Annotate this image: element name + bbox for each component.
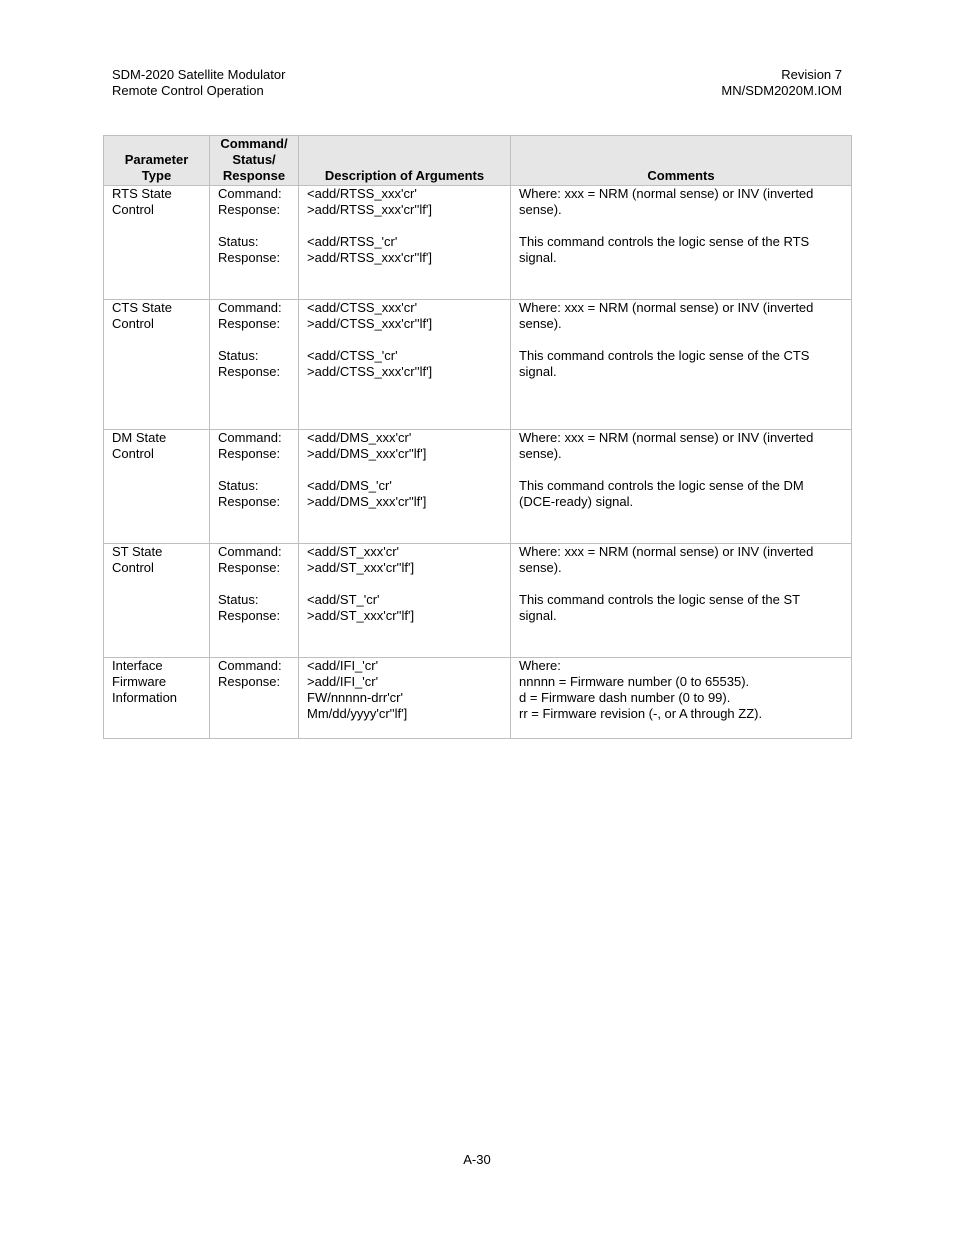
section-title: Remote Control Operation [112,83,264,98]
cmd-line: Response: [218,674,281,689]
header-parameter-line1: Parameter [124,152,189,167]
header-command-line1: Command/ [220,136,288,151]
table-row [104,544,852,658]
desc-line: >add/ST_xxx'cr''lf'] [307,608,415,623]
cell-comments [511,544,852,658]
comment-line: sense). [519,316,562,331]
cell-command [210,186,299,300]
param-line: Firmware [112,674,167,689]
comment-line: rr = Firmware revision (-, or A through ZZ). [519,706,763,721]
cmd-line: Command: [218,300,282,315]
param-line: CTS State [112,300,172,315]
desc-line: FW/nnnnn-drr'cr' [307,690,403,705]
desc-line: >add/CTSS_xxx'cr''lf'] [307,364,433,379]
table-row [104,430,852,544]
header-right [721,67,842,99]
cmd-line: Response: [218,446,281,461]
cell-description [299,300,511,430]
cell-parameter [104,300,210,430]
header-parameter-type [104,136,210,186]
desc-line: <add/ST_xxx'cr' [307,544,400,559]
header-comments: Comments [511,136,852,186]
cmd-line: Response: [218,316,281,331]
cell-comments [511,658,852,739]
cell-description [299,544,511,658]
document-title: SDM-2020 Satellite Modulator [112,67,286,82]
cmd-line: Command: [218,544,282,559]
desc-line: >add/ST_xxx'cr''lf'] [307,560,415,575]
cell-description [299,430,511,544]
cmd-line: Response: [218,364,281,379]
cell-command [210,544,299,658]
desc-line: <add/ST_'cr' [307,592,380,607]
header-command-status-response [210,136,299,186]
desc-line: >add/IFI_'cr' [307,674,379,689]
desc-line: Mm/dd/yyyy'cr''lf'] [307,706,408,721]
desc-line: <add/RTSS_xxx'cr' [307,186,417,201]
cmd-line: Response: [218,250,281,265]
desc-line: >add/DMS_xxx'cr''lf'] [307,446,427,461]
comment-line: signal. [519,250,557,265]
cell-comments [511,186,852,300]
cmd-line: Command: [218,186,282,201]
header-command-line3: Response [222,168,286,183]
desc-line: <add/CTSS_'cr' [307,348,398,363]
cell-command [210,300,299,430]
cmd-line: Response: [218,560,281,575]
cmd-line: Response: [218,608,281,623]
comment-line: Where: xxx = NRM (normal sense) or INV (inverted [519,430,814,445]
comment-line: This command controls the logic sense of the DM [519,478,804,493]
cell-description [299,658,511,739]
cmd-line: Status: [218,592,259,607]
comment-line: d = Firmware dash number (0 to 99). [519,690,731,705]
desc-line: >add/CTSS_xxx'cr''lf'] [307,316,433,331]
comment-line: sense). [519,560,562,575]
header-command-line2: Status/ [232,152,276,167]
desc-line: <add/IFI_'cr' [307,658,379,673]
table-header-row [104,136,852,186]
header-parameter-line2: Type [141,168,172,183]
table-row [104,658,852,739]
desc-line: <add/DMS_xxx'cr' [307,430,412,445]
comment-line: Where: xxx = NRM (normal sense) or INV (inverted [519,300,814,315]
comment-line: This command controls the logic sense of the CTS [519,348,810,363]
cmd-line: Response: [218,494,281,509]
cmd-line: Command: [218,658,282,673]
param-line: Control [112,202,154,217]
cmd-line: Status: [218,234,259,249]
cell-description [299,186,511,300]
comment-line: signal. [519,364,557,379]
param-line: Interface [112,658,163,673]
desc-line: <add/CTSS_xxx'cr' [307,300,418,315]
cell-comments [511,430,852,544]
param-line: Information [112,690,178,705]
table-row [104,186,852,300]
cell-command [210,658,299,739]
cell-parameter [104,544,210,658]
comment-line: Where: xxx = NRM (normal sense) or INV (inverted [519,544,814,559]
revision-label: Revision 7 [781,67,842,82]
comment-line: signal. [519,608,557,623]
header-description: Description of Arguments [299,136,511,186]
comment-line: This command controls the logic sense of the RTS [519,234,810,249]
comment-line: sense). [519,202,562,217]
cmd-line: Command: [218,430,282,445]
param-line: Control [112,560,154,575]
desc-line: >add/RTSS_xxx'cr''lf'] [307,250,432,265]
comment-line: Where: xxx = NRM (normal sense) or INV (inverted [519,186,814,201]
comment-line: This command controls the logic sense of the ST [519,592,801,607]
desc-line: >add/DMS_xxx'cr''lf'] [307,494,427,509]
cell-comments [511,300,852,430]
document-number: MN/SDM2020M.IOM [721,83,842,98]
comment-line: nnnnn = Firmware number (0 to 65535). [519,674,750,689]
command-table [103,135,852,739]
param-line: ST State [112,544,163,559]
cell-parameter [104,658,210,739]
table-row [104,300,852,430]
cmd-line: Status: [218,348,259,363]
comment-line: sense). [519,446,562,461]
desc-line: >add/RTSS_xxx'cr''lf'] [307,202,432,217]
param-line: DM State [112,430,167,445]
cmd-line: Status: [218,478,259,493]
cmd-line: Response: [218,202,281,217]
cell-parameter [104,186,210,300]
param-line: Control [112,316,154,331]
cell-command [210,430,299,544]
desc-line: <add/RTSS_'cr' [307,234,398,249]
comment-line: (DCE-ready) signal. [519,494,634,509]
comment-line: Where: [519,658,561,673]
desc-line: <add/DMS_'cr' [307,478,392,493]
param-line: RTS State [112,186,172,201]
param-line: Control [112,446,154,461]
page-number: A-30 [463,1152,491,1167]
header-left [112,67,285,99]
cell-parameter [104,430,210,544]
